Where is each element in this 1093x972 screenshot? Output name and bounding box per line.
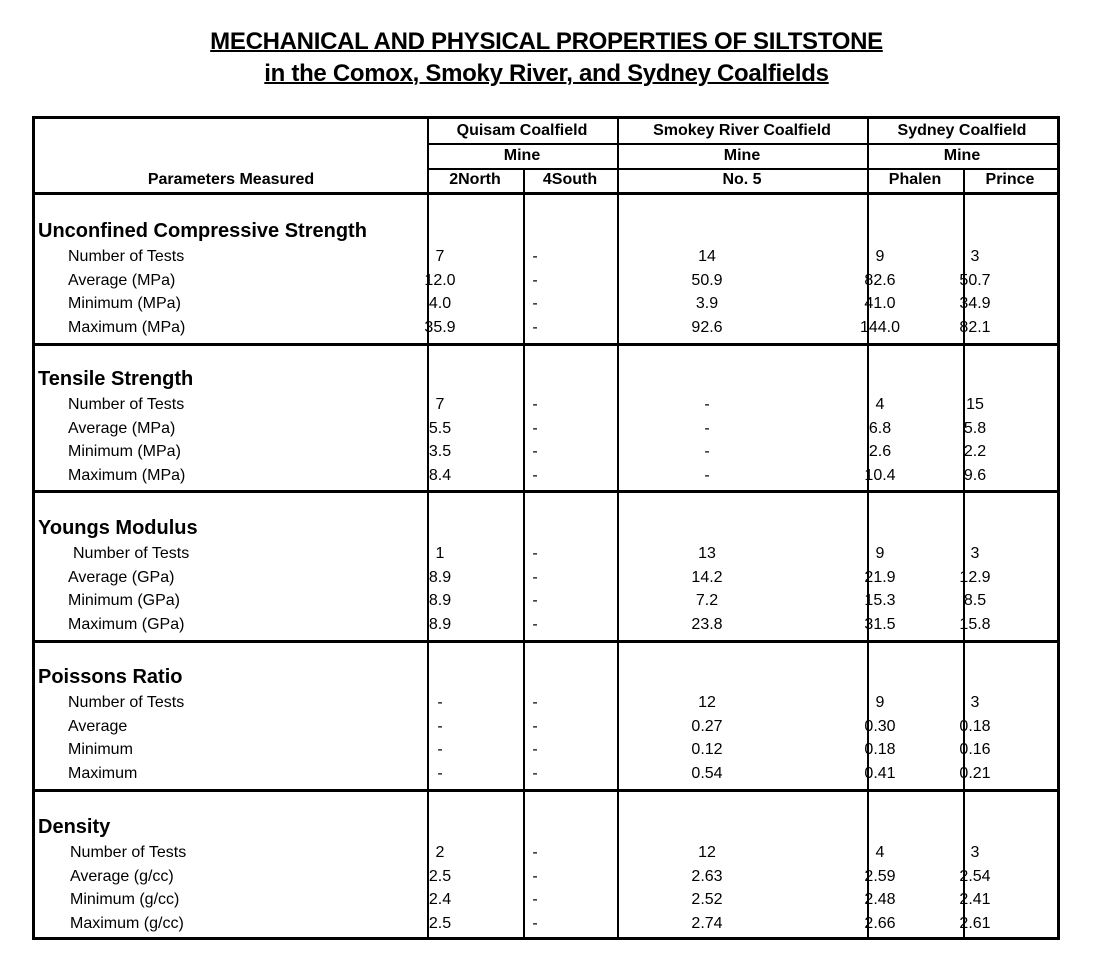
table-cell: 14.2 bbox=[691, 568, 723, 586]
table-cell: 12 bbox=[698, 694, 716, 711]
row-label: Minimum (MPa) bbox=[68, 443, 181, 460]
properties-table bbox=[32, 116, 1060, 940]
mine-header-prince: Prince bbox=[985, 171, 1035, 188]
table-cell: - bbox=[532, 741, 538, 758]
table-cell: 7 bbox=[435, 396, 445, 413]
table-cell: - bbox=[532, 694, 538, 711]
table-cell: 8.9 bbox=[428, 592, 452, 609]
section-divider bbox=[35, 789, 1057, 792]
table-cell: 8.9 bbox=[428, 615, 452, 633]
coalfield-header-smokey-river: Smokey River Coalfield bbox=[653, 122, 831, 139]
table-cell: 3.9 bbox=[695, 295, 719, 312]
section-title: Youngs Modulus bbox=[38, 517, 198, 539]
row-label: Number of Tests bbox=[68, 248, 185, 265]
table-cell: - bbox=[532, 891, 538, 908]
column-divider bbox=[427, 119, 429, 937]
table-cell: 50.9 bbox=[691, 271, 723, 289]
table-cell: 9.6 bbox=[963, 466, 987, 484]
table-cell: 13 bbox=[698, 545, 716, 562]
mine-label: Mine bbox=[503, 147, 541, 164]
table-cell: - bbox=[532, 271, 538, 289]
table-cell: - bbox=[704, 443, 710, 460]
table-cell: - bbox=[532, 914, 538, 932]
document-title: MECHANICAL AND PHYSICAL PROPERTIES OF SILTSTONE bbox=[210, 28, 883, 55]
row-label: Maximum (MPa) bbox=[68, 318, 186, 336]
table-cell: - bbox=[532, 396, 538, 413]
row-label: Average bbox=[68, 717, 128, 735]
table-cell: 50.7 bbox=[959, 271, 991, 289]
table-cell: 3 bbox=[970, 844, 980, 861]
header-bottom-rule bbox=[35, 192, 1057, 195]
table-cell: 82.1 bbox=[959, 318, 991, 336]
table-cell: - bbox=[437, 694, 443, 711]
table-cell: 8.9 bbox=[428, 568, 452, 586]
table-cell: - bbox=[532, 764, 538, 782]
table-cell: 10.4 bbox=[864, 466, 896, 484]
table-cell: 0.54 bbox=[691, 764, 723, 782]
table-cell: - bbox=[532, 568, 538, 586]
table-cell: - bbox=[437, 741, 443, 758]
table-cell: 0.12 bbox=[691, 741, 723, 758]
row-label: Maximum (g/cc) bbox=[70, 914, 184, 932]
table-cell: 9 bbox=[875, 248, 885, 265]
row-label: Number of Tests bbox=[68, 396, 185, 413]
table-cell: 8.4 bbox=[428, 466, 452, 484]
row-label: Minimum (GPa) bbox=[68, 592, 181, 609]
table-cell: 12.0 bbox=[424, 271, 456, 289]
table-cell: - bbox=[532, 466, 538, 484]
table-cell: 41.0 bbox=[864, 295, 896, 312]
table-cell: - bbox=[532, 443, 538, 460]
row-label: Minimum bbox=[68, 741, 133, 758]
table-cell: - bbox=[532, 419, 538, 437]
row-label: Maximum bbox=[68, 764, 138, 782]
row-label: Minimum (MPa) bbox=[68, 295, 181, 312]
table-cell: 2.6 bbox=[868, 443, 892, 460]
section-title: Density bbox=[38, 816, 111, 838]
row-label: Average (GPa) bbox=[68, 568, 175, 586]
table-cell: - bbox=[437, 717, 443, 735]
section-divider bbox=[35, 640, 1057, 643]
row-label: Minimum (g/cc) bbox=[70, 891, 180, 908]
table-cell: - bbox=[532, 844, 538, 861]
coalfield-header-sydney: Sydney Coalfield bbox=[897, 122, 1027, 139]
section-title: Poissons Ratio bbox=[38, 666, 183, 688]
table-cell: 82.6 bbox=[864, 271, 896, 289]
table-cell: - bbox=[704, 396, 710, 413]
table-cell: 5.8 bbox=[963, 419, 987, 437]
table-cell: - bbox=[532, 295, 538, 312]
table-cell: 2.59 bbox=[864, 867, 896, 885]
table-cell: 1 bbox=[435, 545, 445, 562]
row-label: Average (MPa) bbox=[68, 419, 176, 437]
table-cell: 0.41 bbox=[864, 764, 896, 782]
table-cell: 2.2 bbox=[963, 443, 987, 460]
table-cell: - bbox=[532, 592, 538, 609]
row-label: Maximum (MPa) bbox=[68, 466, 186, 484]
table-cell: 2 bbox=[435, 844, 445, 861]
table-cell: 2.41 bbox=[959, 891, 991, 908]
table-cell: 15.3 bbox=[864, 592, 896, 609]
mine-label: Mine bbox=[943, 147, 981, 164]
parameters-measured-header: Parameters Measured bbox=[147, 171, 315, 188]
table-cell: 2.5 bbox=[428, 914, 452, 932]
coalfield-header-quisam: Quisam Coalfield bbox=[456, 122, 588, 139]
table-cell: 92.6 bbox=[691, 318, 723, 336]
table-cell: 9 bbox=[875, 694, 885, 711]
table-cell: 2.66 bbox=[864, 914, 896, 932]
table-cell: 7 bbox=[435, 248, 445, 265]
table-cell: 7.2 bbox=[695, 592, 719, 609]
table-cell: 35.9 bbox=[424, 318, 456, 336]
document-subtitle: in the Comox, Smoky River, and Sydney Coalfields bbox=[264, 60, 829, 87]
section-divider bbox=[35, 490, 1057, 493]
table-cell: 6.8 bbox=[868, 419, 892, 437]
table-cell: 23.8 bbox=[691, 615, 723, 633]
table-cell: 3 bbox=[970, 694, 980, 711]
table-cell: 5.5 bbox=[428, 419, 452, 437]
table-cell: 9 bbox=[875, 545, 885, 562]
table-cell: 4 bbox=[875, 396, 885, 413]
table-cell: 2.4 bbox=[428, 891, 452, 908]
section-title: Tensile Strength bbox=[38, 368, 194, 390]
table-cell: 31.5 bbox=[864, 615, 896, 633]
table-cell: 2.52 bbox=[691, 891, 723, 908]
row-label: Average (g/cc) bbox=[70, 867, 174, 885]
table-cell: 2.61 bbox=[959, 914, 991, 932]
table-cell: 4 bbox=[875, 844, 885, 861]
table-cell: - bbox=[532, 717, 538, 735]
table-cell: 15 bbox=[966, 396, 984, 413]
mine-header-2north: 2North bbox=[449, 171, 501, 188]
mine-header-4south: 4South bbox=[542, 171, 598, 188]
table-cell: 12 bbox=[698, 844, 716, 861]
table-cell: 34.9 bbox=[959, 295, 991, 312]
table-cell: 0.21 bbox=[959, 764, 991, 782]
table-cell: 15.8 bbox=[959, 615, 991, 633]
section-title: Unconfined Compressive Strength bbox=[38, 220, 367, 242]
table-cell: - bbox=[704, 466, 710, 484]
table-cell: 0.30 bbox=[864, 717, 896, 735]
mine-header-no5: No. 5 bbox=[722, 171, 762, 188]
table-cell: 0.27 bbox=[691, 717, 723, 735]
table-cell: 0.18 bbox=[864, 741, 896, 758]
table-cell: - bbox=[532, 867, 538, 885]
table-cell: 8.5 bbox=[963, 592, 987, 609]
table-cell: 2.74 bbox=[691, 914, 723, 932]
table-cell: - bbox=[532, 615, 538, 633]
table-cell: - bbox=[532, 318, 538, 336]
column-divider bbox=[867, 119, 869, 937]
table-cell: 14 bbox=[698, 248, 716, 265]
table-cell: 3.5 bbox=[428, 443, 452, 460]
table-cell: - bbox=[437, 764, 443, 782]
row-label: Number of Tests bbox=[70, 844, 187, 861]
mine-label: Mine bbox=[723, 147, 761, 164]
row-label: Number of Tests bbox=[73, 545, 190, 562]
row-label: Average (MPa) bbox=[68, 271, 176, 289]
table-cell: 4.0 bbox=[428, 295, 452, 312]
table-cell: 0.16 bbox=[959, 741, 991, 758]
table-cell: 21.9 bbox=[864, 568, 896, 586]
table-cell: 3 bbox=[970, 248, 980, 265]
table-cell: - bbox=[532, 545, 538, 562]
table-cell: 3 bbox=[970, 545, 980, 562]
table-cell: 12.9 bbox=[959, 568, 991, 586]
table-cell: 2.54 bbox=[959, 867, 991, 885]
section-divider bbox=[35, 343, 1057, 346]
table-cell: - bbox=[532, 248, 538, 265]
row-label: Maximum (GPa) bbox=[68, 615, 185, 633]
table-cell: - bbox=[704, 419, 710, 437]
mine-header-phalen: Phalen bbox=[888, 171, 942, 188]
column-divider bbox=[617, 119, 619, 937]
table-cell: 2.5 bbox=[428, 867, 452, 885]
table-cell: 2.48 bbox=[864, 891, 896, 908]
row-label: Number of Tests bbox=[68, 694, 185, 711]
table-cell: 144.0 bbox=[859, 318, 901, 336]
table-cell: 2.63 bbox=[691, 867, 723, 885]
table-cell: 0.18 bbox=[959, 717, 991, 735]
